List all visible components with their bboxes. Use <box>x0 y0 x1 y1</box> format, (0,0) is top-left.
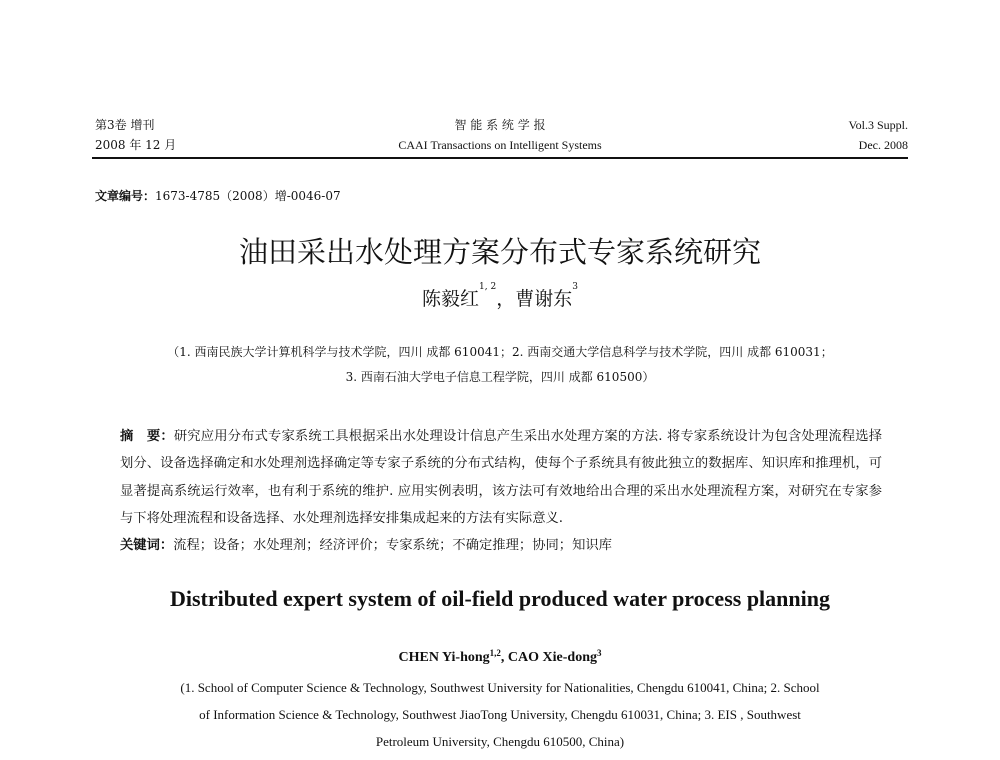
date-en: Dec. 2008 <box>858 138 908 152</box>
article-number <box>95 187 341 204</box>
journal-volume-en <box>849 115 908 155</box>
affiliation-cn-line: （1. 西南民族大学计算机科学与技术学院，四川 成都 610041；2. 西南交通大学信息科学与技术学院，四川 成都 610031； <box>167 345 833 359</box>
abstract-paragraph <box>120 423 882 532</box>
article-number-label: 文章编号： <box>95 189 156 203</box>
affiliation-cn-line: 3. 西南石油大学电子信息工程学院，四川 成都 610500） <box>345 370 655 384</box>
volume-issue: 第3卷 增刊 <box>95 118 155 132</box>
journal-name-cn: 智 能 系 统 学 报 <box>454 118 546 132</box>
volume-en: Vol.3 Suppl. <box>848 118 908 132</box>
author-name: 曹谢东 <box>515 288 573 310</box>
author-affiliation-mark: 3 <box>572 282 578 292</box>
affiliation-en-line: of Information Science & Technology, Southwest JiaoTong University, Chengdu 610031, China; 3. EIS , Southwest <box>199 707 801 722</box>
article-number-value: 1673-4785（2008）增-0046-07 <box>155 189 341 203</box>
author-separator: ， <box>496 288 516 310</box>
affiliation-en-line: Petroleum University, Chengdu 610500, China) <box>375 734 625 749</box>
author-name: 陈毅红 <box>422 288 480 310</box>
paper-title-en: Distributed expert system of oil-field produced water process planning <box>170 586 830 611</box>
author-affiliation-mark: 1, 2 <box>479 282 497 292</box>
abstract-label: 摘 要： <box>120 429 174 444</box>
abstract-cn <box>120 423 882 559</box>
journal-name-en: CAAI Transactions on Intelligent Systems <box>398 138 602 152</box>
authors-cn <box>0 284 1000 311</box>
header-rule <box>92 157 908 159</box>
authors-en <box>0 650 1000 666</box>
author-affiliation-mark: 1,2 <box>489 648 501 658</box>
author-affiliation-mark: 3 <box>596 648 602 658</box>
paper-title-cn: 油田采出水处理方案分布式专家系统研究 <box>238 235 761 269</box>
affiliation-en-line: (1. School of Computer Science & Technology, Southwest University for Nationalities, Chengdu 610041, China; 2. School <box>180 680 820 695</box>
issue-date: 2008 年 12 月 <box>95 138 177 152</box>
keywords-label: 关键词： <box>120 538 174 554</box>
author-name: CAO Xie-dong <box>507 650 597 665</box>
keywords-text: 流程；设备；水处理剂；经济评价；专家系统；不确定推理；协同；知识库 <box>173 538 612 554</box>
author-separator: , <box>500 650 508 665</box>
keywords <box>120 532 882 559</box>
abstract-text: 研究应用分布式专家系统工具根据采出水处理设计信息产生采出水处理方案的方法. 将专家系统设计为包含处理流程选择划分、设备选择确定和水处理剂选择确定等专家子系统的分布式结构，使每个子系统具有彼此独立的数据库、知识库和推理机，可显著提高系统运行效率，也有利于系统的维护. 应用实例表明，该方法可有效地给出合理的采出水处理流程方案，对研究在专家参与下将处理流程和设备选择、水处理剂选择安排集成起来的方法有实际意义. <box>120 429 883 526</box>
author-name: CHEN Yi-hong <box>398 650 490 665</box>
